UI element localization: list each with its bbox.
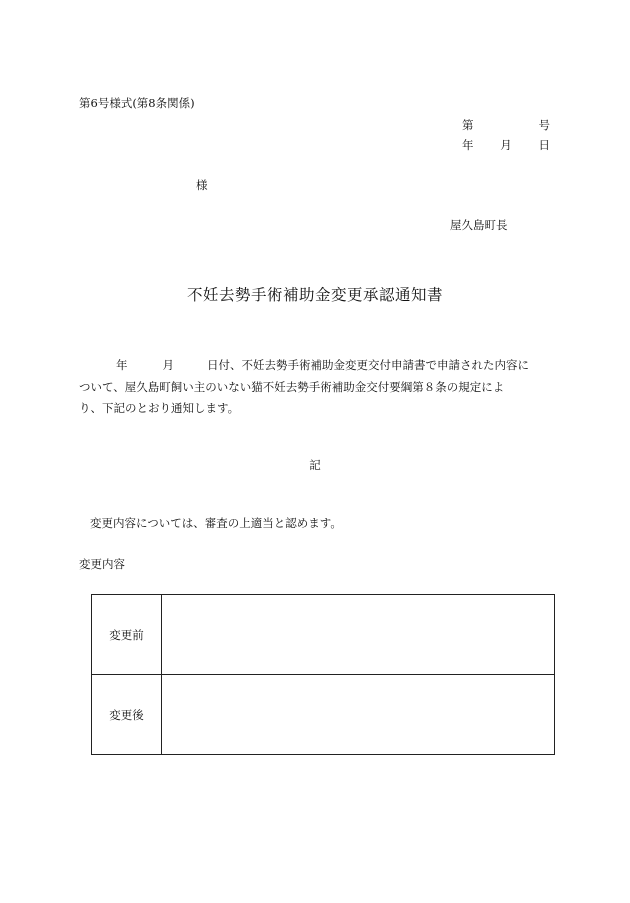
approval-statement: 変更内容については、審査の上適当と認めます。 — [90, 516, 342, 530]
table-row-before — [92, 595, 555, 675]
change-content-table — [91, 594, 555, 755]
body-line-1-text: 日付、不妊去勢手術補助金変更交付申請書で申請された内容に — [207, 358, 529, 372]
body-month: 月 — [162, 358, 174, 372]
document-title: 不妊去勢手術補助金変更承認通知書 — [186, 286, 443, 304]
reference-go: 号 — [538, 118, 550, 132]
table-row-after — [92, 675, 555, 755]
body-year: 年 — [116, 358, 128, 372]
before-value-cell — [162, 595, 555, 675]
change-section-label: 変更内容 — [79, 557, 125, 571]
ki-heading: 記 — [309, 458, 321, 472]
body-line-1 — [79, 355, 553, 377]
body-line-2: ついて、屋久島町飼い主のいない猫不妊去勢手術補助金交付要綱第８条の規定によ — [79, 379, 505, 394]
date-year: 年 — [462, 138, 474, 152]
addressee-suffix: 様 — [196, 178, 208, 192]
before-label-cell: 変更前 — [92, 595, 162, 675]
form-number: 第6号様式(第8条関係) — [79, 96, 195, 110]
date-month: 月 — [500, 138, 512, 152]
after-label-cell: 変更後 — [92, 675, 162, 755]
notice-body — [79, 355, 553, 420]
date-day: 日 — [538, 138, 550, 152]
reference-number-row — [462, 118, 550, 133]
reference-dai: 第 — [462, 118, 474, 132]
after-value-cell — [162, 675, 555, 755]
body-line-3: り、下記のとおり通知します。 — [79, 401, 240, 415]
issue-date-row — [462, 138, 550, 153]
issuer-name: 屋久島町長 — [450, 218, 508, 232]
